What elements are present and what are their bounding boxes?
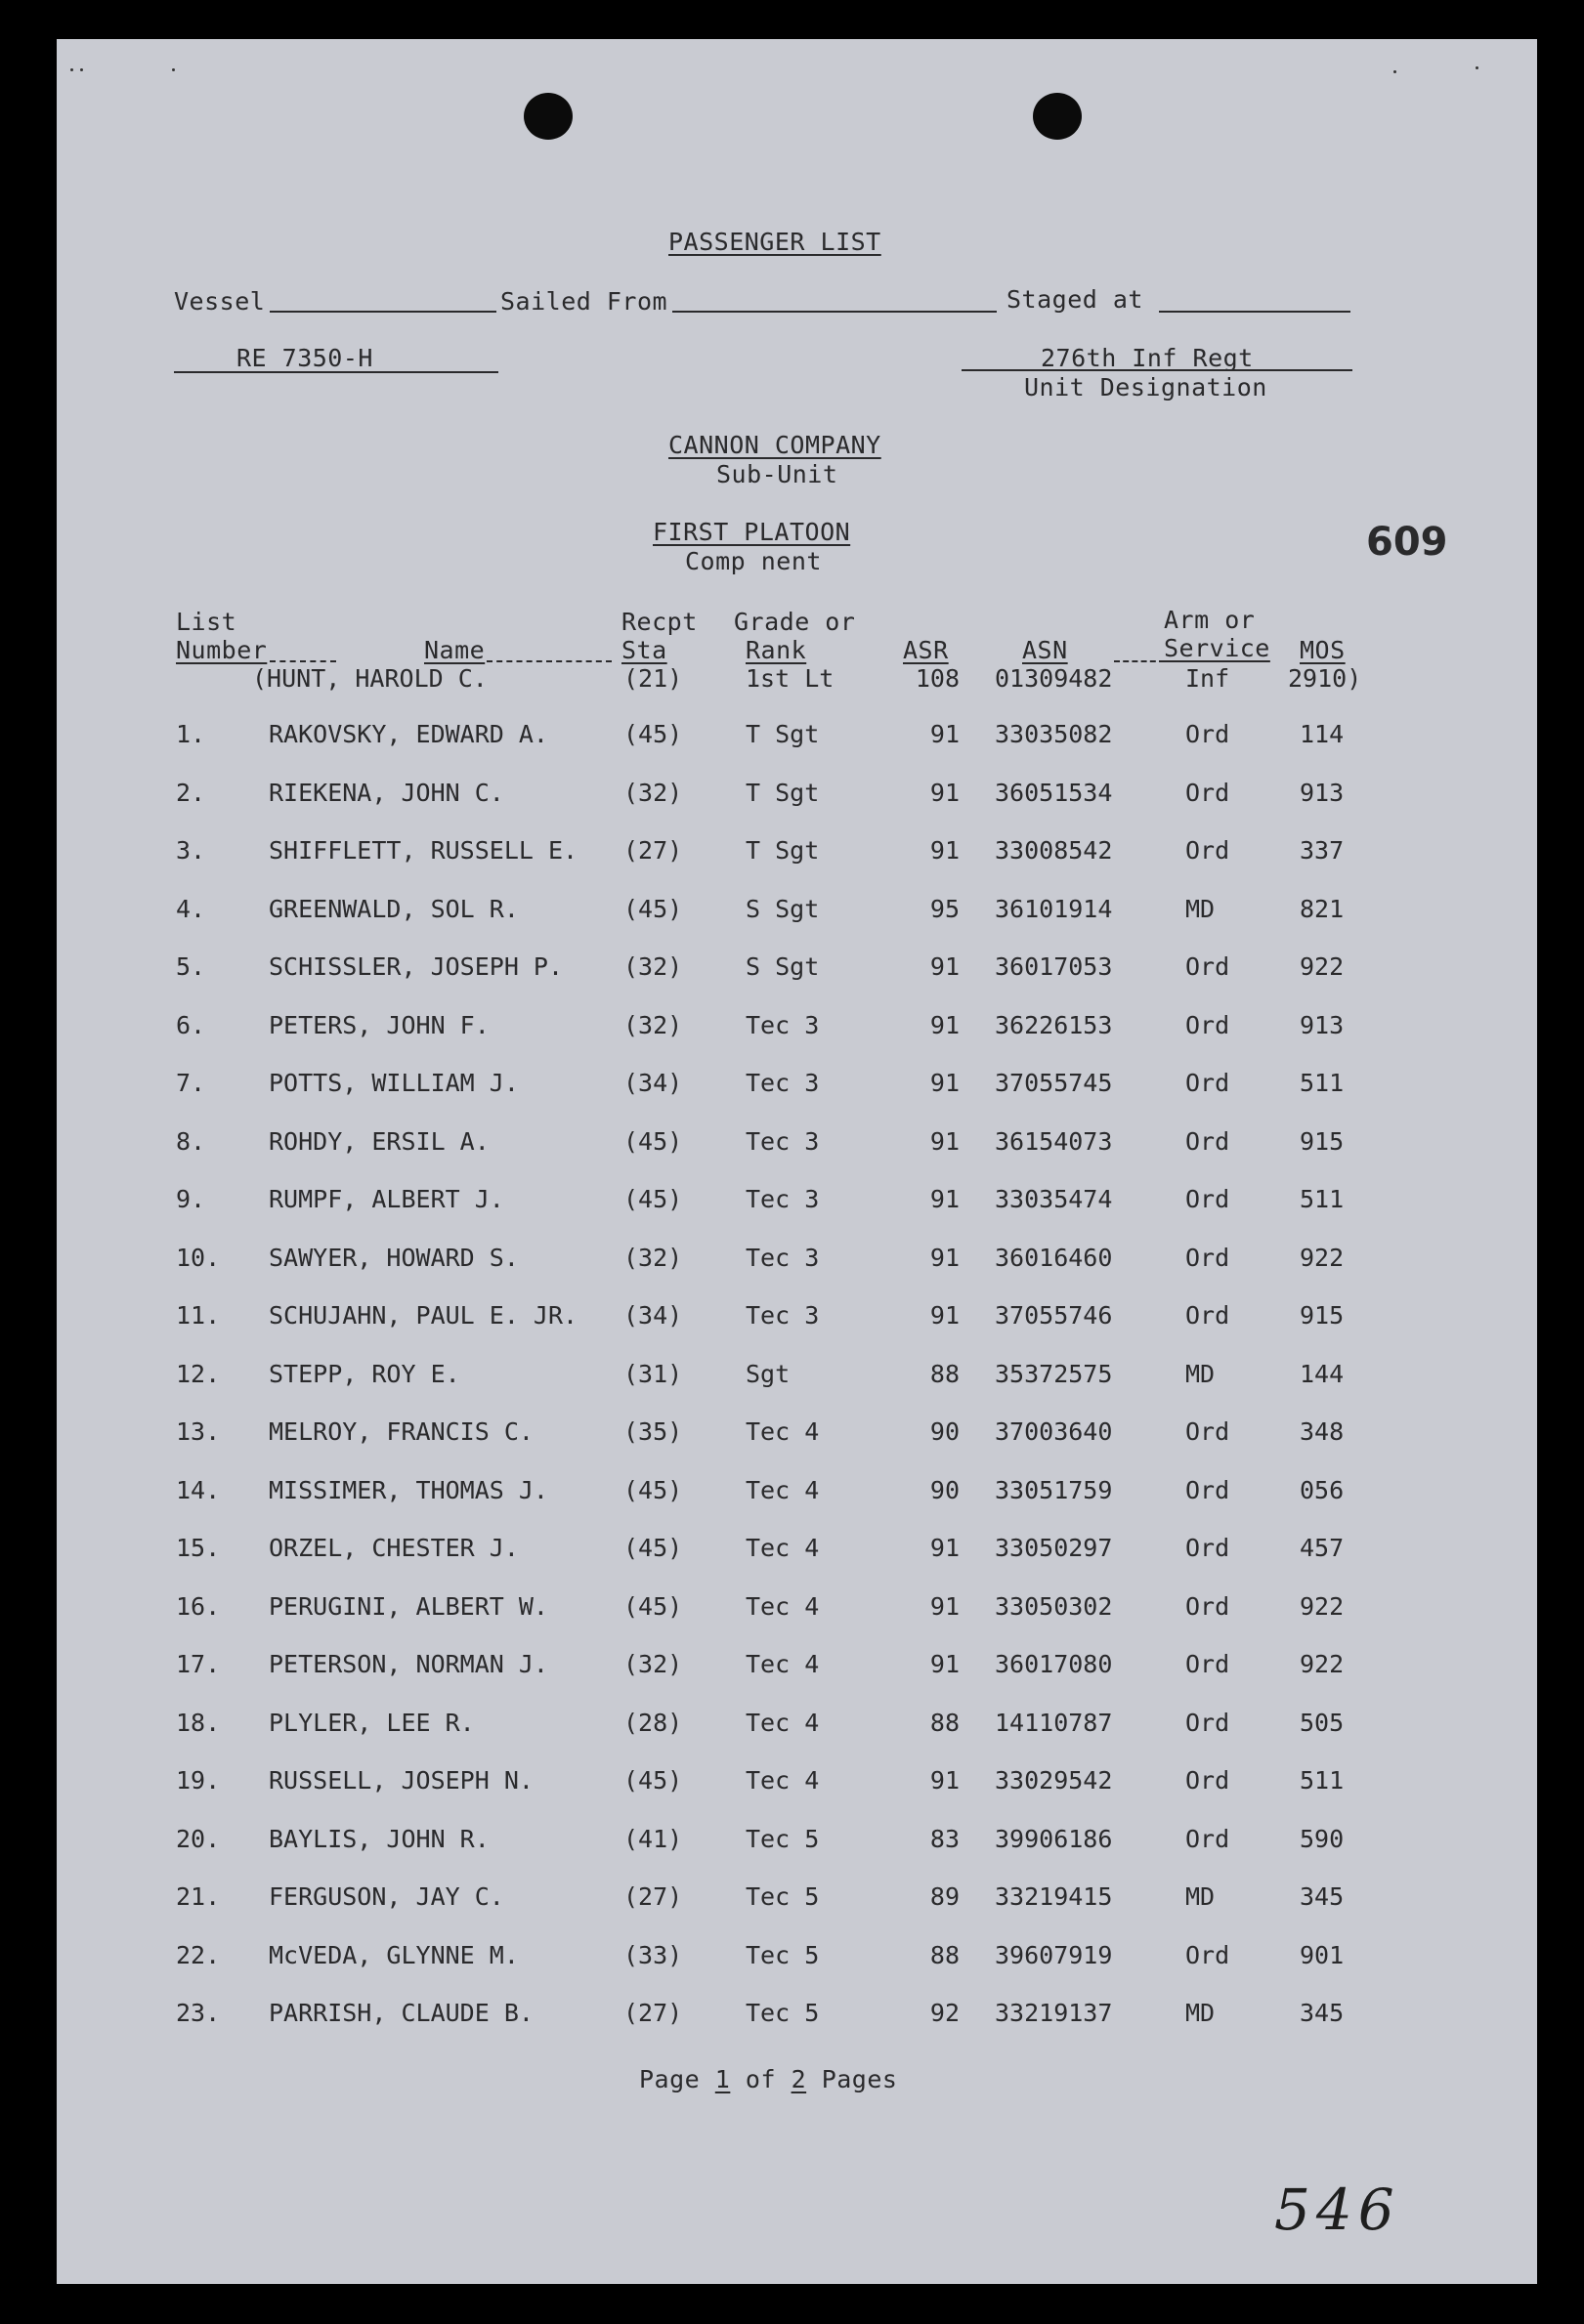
col-grade-2: Rank	[746, 636, 807, 664]
col-grade-1: Grade or	[734, 608, 856, 636]
cell-asr: 89	[929, 1882, 960, 1911]
cell-name: McVEDA, GLYNNE M.	[269, 1940, 519, 1969]
cell-arm: Ord	[1185, 1475, 1230, 1504]
cell-asn: 39906186	[995, 1824, 1113, 1853]
table-row	[57, 1476, 1537, 1505]
speck	[172, 68, 175, 71]
officer-asn: 01309482	[995, 664, 1113, 693]
cell-name: PETERS, JOHN F.	[269, 1010, 490, 1039]
table-row	[57, 1650, 1537, 1679]
cell-arm: Ord	[1185, 1185, 1230, 1213]
cell-asn: 36051534	[995, 778, 1113, 807]
cell-asr: 92	[929, 1999, 960, 2027]
cell-asr: 91	[929, 778, 960, 807]
cell-name: PLYLER, LEE R.	[269, 1708, 475, 1737]
cell-sta: (45)	[623, 1185, 683, 1213]
cell-arm: Ord	[1185, 952, 1230, 981]
cell-mos: 915	[1300, 1126, 1345, 1156]
table-row	[57, 720, 1537, 749]
cell-arm: Ord	[1185, 1534, 1230, 1562]
cell-asr: 91	[929, 720, 960, 748]
cell-no: 13.	[176, 1417, 221, 1446]
cell-grade: Sgt	[746, 1359, 791, 1388]
officer-sta: (21)	[623, 664, 683, 693]
cell-name: STEPP, ROY E.	[269, 1359, 460, 1388]
table-row	[57, 779, 1537, 808]
cell-asr: 88	[929, 1708, 960, 1737]
col-recpt-sta-1: Recpt	[621, 608, 698, 636]
sub-unit-value: CANNON COMPANY	[668, 431, 881, 459]
sailed-from-blank	[672, 311, 997, 313]
officer-arm: Inf	[1185, 664, 1230, 693]
cell-mos: 922	[1300, 1591, 1345, 1621]
cell-asn: 33051759	[995, 1475, 1113, 1504]
cell-grade: Tec 3	[746, 1010, 820, 1039]
cell-mos: 337	[1300, 836, 1345, 865]
table-row	[57, 1417, 1537, 1447]
cell-asn: 33029542	[995, 1766, 1113, 1795]
cell-arm: Ord	[1185, 1650, 1230, 1678]
table-row	[57, 1941, 1537, 1970]
cell-asn: 36016460	[995, 1243, 1113, 1272]
cell-sta: (27)	[623, 836, 683, 865]
cell-grade: T Sgt	[746, 720, 820, 748]
cell-sta: (45)	[623, 1475, 683, 1504]
cell-grade: T Sgt	[746, 836, 820, 865]
cell-sta: (45)	[623, 720, 683, 748]
cell-sta: (31)	[623, 1359, 683, 1388]
cell-asn: 14110787	[995, 1708, 1113, 1737]
cell-name: PETERSON, NORMAN J.	[269, 1650, 548, 1678]
page-of: of	[745, 2065, 777, 2093]
cell-sta: (33)	[623, 1940, 683, 1969]
cell-no: 3.	[176, 836, 206, 865]
cell-mos: 511	[1300, 1766, 1345, 1795]
officer-asr: 108	[915, 664, 960, 693]
cell-asr: 91	[929, 1126, 960, 1156]
cell-no: 16.	[176, 1591, 221, 1621]
staged-at-blank	[1159, 311, 1350, 313]
cell-mos: 345	[1300, 1882, 1345, 1911]
cell-grade: Tec 5	[746, 1940, 820, 1969]
cell-name: GREENWALD, SOL R.	[269, 894, 519, 923]
cell-arm: Ord	[1185, 1591, 1230, 1621]
cell-arm: MD	[1185, 1359, 1216, 1388]
cell-name: BAYLIS, JOHN R.	[269, 1824, 490, 1853]
cell-name: ORZEL, CHESTER J.	[269, 1534, 519, 1562]
cell-asn: 33219415	[995, 1882, 1113, 1911]
cell-name: SAWYER, HOWARD S.	[269, 1243, 519, 1272]
cell-asn: 36017080	[995, 1650, 1113, 1678]
header-rule-1	[270, 660, 336, 662]
cell-asn: 36101914	[995, 894, 1113, 923]
table-row	[57, 952, 1537, 982]
header-rule-3	[1114, 660, 1165, 662]
cell-sta: (41)	[623, 1824, 683, 1853]
cell-arm: Ord	[1185, 1301, 1230, 1330]
cell-asr: 91	[929, 1243, 960, 1272]
speck	[1393, 70, 1396, 73]
cell-sta: (45)	[623, 1591, 683, 1621]
cell-asr: 90	[929, 1475, 960, 1504]
cell-sta: (27)	[623, 1882, 683, 1911]
cell-grade: Tec 5	[746, 1882, 820, 1911]
cell-name: MELROY, FRANCIS C.	[269, 1417, 534, 1446]
cell-sta: (45)	[623, 1126, 683, 1156]
cell-arm: MD	[1185, 1882, 1216, 1911]
cell-no: 18.	[176, 1708, 221, 1737]
cell-mos: 511	[1300, 1069, 1345, 1097]
document-sheet	[57, 39, 1537, 2284]
cell-mos: 922	[1300, 952, 1345, 981]
cell-name: POTTS, WILLIAM J.	[269, 1069, 519, 1097]
cell-name: RUSSELL, JOSEPH N.	[269, 1766, 534, 1795]
cell-sta: (45)	[623, 894, 683, 923]
unit-designation-caption: Unit Designation	[1024, 373, 1267, 401]
cell-asr: 91	[929, 952, 960, 981]
cell-asn: 39607919	[995, 1940, 1113, 1969]
cell-grade: Tec 4	[746, 1534, 820, 1562]
sub-unit-caption: Sub-Unit	[716, 460, 838, 488]
table-row	[57, 1011, 1537, 1040]
cell-arm: Ord	[1185, 1126, 1230, 1156]
cell-name: RUMPF, ALBERT J.	[269, 1185, 504, 1213]
cell-name: PERUGINI, ALBERT W.	[269, 1591, 548, 1621]
cell-sta: (35)	[623, 1417, 683, 1446]
col-asn: ASN	[1022, 636, 1068, 664]
cell-sta: (45)	[623, 1534, 683, 1562]
cell-sta: (32)	[623, 1650, 683, 1678]
vessel-label: Vessel	[174, 287, 266, 316]
cell-sta: (32)	[623, 1243, 683, 1272]
shipment-code: RE 7350-H	[236, 344, 373, 372]
cell-no: 6.	[176, 1010, 206, 1039]
cell-arm: Ord	[1185, 1824, 1230, 1853]
cell-grade: Tec 4	[746, 1766, 820, 1795]
vessel-blank	[270, 311, 496, 313]
table-row	[57, 1825, 1537, 1854]
table-row	[57, 895, 1537, 924]
table-row	[57, 836, 1537, 866]
cell-grade: Tec 4	[746, 1650, 820, 1678]
cell-asr: 91	[929, 1591, 960, 1621]
page-indicator	[639, 2065, 897, 2093]
table-row	[57, 1534, 1537, 1563]
cell-mos: 144	[1300, 1359, 1345, 1388]
cell-grade: S Sgt	[746, 952, 820, 981]
cell-mos: 922	[1300, 1650, 1345, 1678]
cell-no: 20.	[176, 1824, 221, 1853]
officer-row	[57, 664, 1537, 694]
cell-mos: 901	[1300, 1940, 1345, 1969]
cell-no: 9.	[176, 1185, 206, 1213]
table-row	[57, 1127, 1537, 1157]
cell-sta: (34)	[623, 1301, 683, 1330]
cell-no: 17.	[176, 1650, 221, 1678]
table-row	[57, 1592, 1537, 1622]
col-asr: ASR	[903, 636, 949, 664]
cell-sta: (27)	[623, 1999, 683, 2027]
cell-arm: Ord	[1185, 1766, 1230, 1795]
cell-asr: 91	[929, 1010, 960, 1039]
page-total: 2	[791, 2065, 807, 2093]
cell-asn: 33050297	[995, 1534, 1113, 1562]
speck	[80, 68, 83, 71]
page-suffix: Pages	[821, 2065, 898, 2093]
cell-mos: 114	[1300, 720, 1345, 748]
cell-name: SHIFFLETT, RUSSELL E.	[269, 836, 578, 865]
cell-arm: Ord	[1185, 720, 1230, 748]
cell-arm: Ord	[1185, 1010, 1230, 1039]
cell-asn: 37003640	[995, 1417, 1113, 1446]
cell-grade: Tec 3	[746, 1069, 820, 1097]
cell-asn: 36017053	[995, 952, 1113, 981]
cell-asn: 33050302	[995, 1591, 1113, 1621]
cell-mos: 922	[1300, 1243, 1345, 1272]
cell-mos: 505	[1300, 1708, 1345, 1737]
cell-arm: Ord	[1185, 1417, 1230, 1446]
cell-sta: (32)	[623, 952, 683, 981]
punch-hole-right	[1033, 93, 1082, 140]
cell-no: 14.	[176, 1475, 221, 1504]
cell-asn: 36226153	[995, 1010, 1113, 1039]
cell-arm: MD	[1185, 1999, 1216, 2027]
cell-asn: 33035082	[995, 720, 1113, 748]
cell-grade: Tec 4	[746, 1417, 820, 1446]
cell-name: ROHDY, ERSIL A.	[269, 1126, 490, 1156]
cell-mos: 345	[1300, 1999, 1345, 2027]
cell-asr: 88	[929, 1359, 960, 1388]
component-value: FIRST PLATOON	[653, 518, 851, 546]
table-row	[57, 1301, 1537, 1331]
cell-arm: Ord	[1185, 1243, 1230, 1272]
cell-grade: Tec 3	[746, 1126, 820, 1156]
table-row	[57, 1999, 1537, 2028]
page-title: PASSENGER LIST	[668, 228, 881, 256]
cell-asr: 91	[929, 1069, 960, 1097]
handwritten-number: 546	[1274, 2176, 1400, 2243]
cell-name: RIEKENA, JOHN C.	[269, 778, 504, 807]
cell-grade: Tec 3	[746, 1301, 820, 1330]
cell-no: 19.	[176, 1766, 221, 1795]
cell-asn: 33219137	[995, 1999, 1113, 2027]
cell-asr: 91	[929, 1650, 960, 1678]
sailed-from-label: Sailed From	[500, 287, 668, 316]
table-row	[57, 1882, 1537, 1912]
cell-mos: 913	[1300, 1010, 1345, 1039]
cell-mos: 915	[1300, 1301, 1345, 1330]
col-arm-2: Service	[1164, 634, 1270, 662]
cell-arm: Ord	[1185, 1708, 1230, 1737]
cell-sta: (32)	[623, 1010, 683, 1039]
component-caption: Comp nent	[685, 547, 822, 575]
staged-at-label: Staged at	[1006, 285, 1143, 314]
col-name: Name	[424, 636, 486, 664]
cell-asr: 95	[929, 894, 960, 923]
table-row	[57, 1185, 1537, 1214]
cell-asr: 91	[929, 1185, 960, 1213]
cell-mos: 511	[1300, 1185, 1345, 1213]
table-row	[57, 1244, 1537, 1273]
cell-grade: Tec 3	[746, 1185, 820, 1213]
col-list-number-2: Number	[176, 636, 268, 664]
cell-no: 15.	[176, 1534, 221, 1562]
cell-no: 2.	[176, 778, 206, 807]
cell-asr: 91	[929, 1301, 960, 1330]
cell-no: 12.	[176, 1359, 221, 1388]
sheet-number: 609	[1366, 520, 1448, 565]
cell-sta: (45)	[623, 1766, 683, 1795]
cell-no: 5.	[176, 952, 206, 981]
unit-designation-line	[962, 369, 1352, 371]
page-prefix: Page	[639, 2065, 701, 2093]
cell-no: 11.	[176, 1301, 221, 1330]
cell-asn: 35372575	[995, 1359, 1113, 1388]
cell-arm: MD	[1185, 894, 1216, 923]
cell-no: 21.	[176, 1882, 221, 1911]
cell-asn: 37055746	[995, 1301, 1113, 1330]
col-arm-1: Arm or	[1164, 606, 1256, 634]
cell-grade: Tec 3	[746, 1243, 820, 1272]
cell-no: 8.	[176, 1126, 206, 1156]
cell-arm: Ord	[1185, 836, 1230, 865]
cell-asr: 91	[929, 836, 960, 865]
speck	[70, 68, 73, 71]
cell-asr: 83	[929, 1824, 960, 1853]
cell-asr: 90	[929, 1417, 960, 1446]
cell-grade: Tec 4	[746, 1591, 820, 1621]
cell-no: 23.	[176, 1999, 221, 2027]
cell-mos: 913	[1300, 778, 1345, 807]
officer-grade: 1st Lt	[746, 664, 835, 693]
cell-no: 1.	[176, 720, 206, 748]
cell-name: MISSIMER, THOMAS J.	[269, 1475, 548, 1504]
col-recpt-sta-2: Sta	[621, 636, 667, 664]
cell-no: 7.	[176, 1069, 206, 1097]
cell-grade: S Sgt	[746, 894, 820, 923]
table-row	[57, 1709, 1537, 1738]
unit-designation-value: 276th Inf Regt	[1041, 344, 1254, 372]
col-list-number-1: List	[176, 608, 237, 636]
cell-grade: Tec 4	[746, 1475, 820, 1504]
cell-asn: 37055745	[995, 1069, 1113, 1097]
cell-grade: Tec 5	[746, 1999, 820, 2027]
cell-name: RAKOVSKY, EDWARD A.	[269, 720, 548, 748]
cell-grade: T Sgt	[746, 778, 820, 807]
cell-asn: 33008542	[995, 836, 1113, 865]
cell-arm: Ord	[1185, 778, 1230, 807]
cell-mos: 590	[1300, 1824, 1345, 1853]
officer-name: (HUNT, HAROLD C.	[252, 664, 488, 693]
cell-arm: Ord	[1185, 1940, 1230, 1969]
cell-asr: 88	[929, 1940, 960, 1969]
shipment-code-line	[174, 371, 498, 373]
cell-mos: 457	[1300, 1534, 1345, 1562]
cell-grade: Tec 5	[746, 1824, 820, 1853]
cell-asn: 36154073	[995, 1126, 1113, 1156]
cell-asr: 91	[929, 1766, 960, 1795]
table-row	[57, 1360, 1537, 1389]
header-rule-2	[487, 660, 612, 662]
cell-asr: 91	[929, 1534, 960, 1562]
cell-mos: 056	[1300, 1475, 1345, 1504]
cell-mos: 821	[1300, 894, 1345, 923]
speck	[1476, 66, 1478, 69]
cell-no: 22.	[176, 1940, 221, 1969]
cell-no: 10.	[176, 1243, 221, 1272]
cell-name: SCHISSLER, JOSEPH P.	[269, 952, 564, 981]
cell-arm: Ord	[1185, 1069, 1230, 1097]
cell-mos: 348	[1300, 1417, 1345, 1446]
cell-name: SCHUJAHN, PAUL E. JR.	[269, 1301, 578, 1330]
page-current: 1	[714, 2065, 731, 2093]
cell-no: 4.	[176, 894, 206, 923]
cell-sta: (34)	[623, 1069, 683, 1097]
cell-name: FERGUSON, JAY C.	[269, 1882, 504, 1911]
punch-hole-left	[524, 93, 573, 140]
table-row	[57, 1766, 1537, 1796]
cell-sta: (32)	[623, 778, 683, 807]
cell-sta: (28)	[623, 1708, 683, 1737]
table-row	[57, 1069, 1537, 1098]
col-mos: MOS	[1300, 636, 1346, 664]
cell-name: PARRISH, CLAUDE B.	[269, 1999, 534, 2027]
cell-asn: 33035474	[995, 1185, 1113, 1213]
officer-mos: 2910)	[1288, 664, 1362, 693]
cell-grade: Tec 4	[746, 1708, 820, 1737]
